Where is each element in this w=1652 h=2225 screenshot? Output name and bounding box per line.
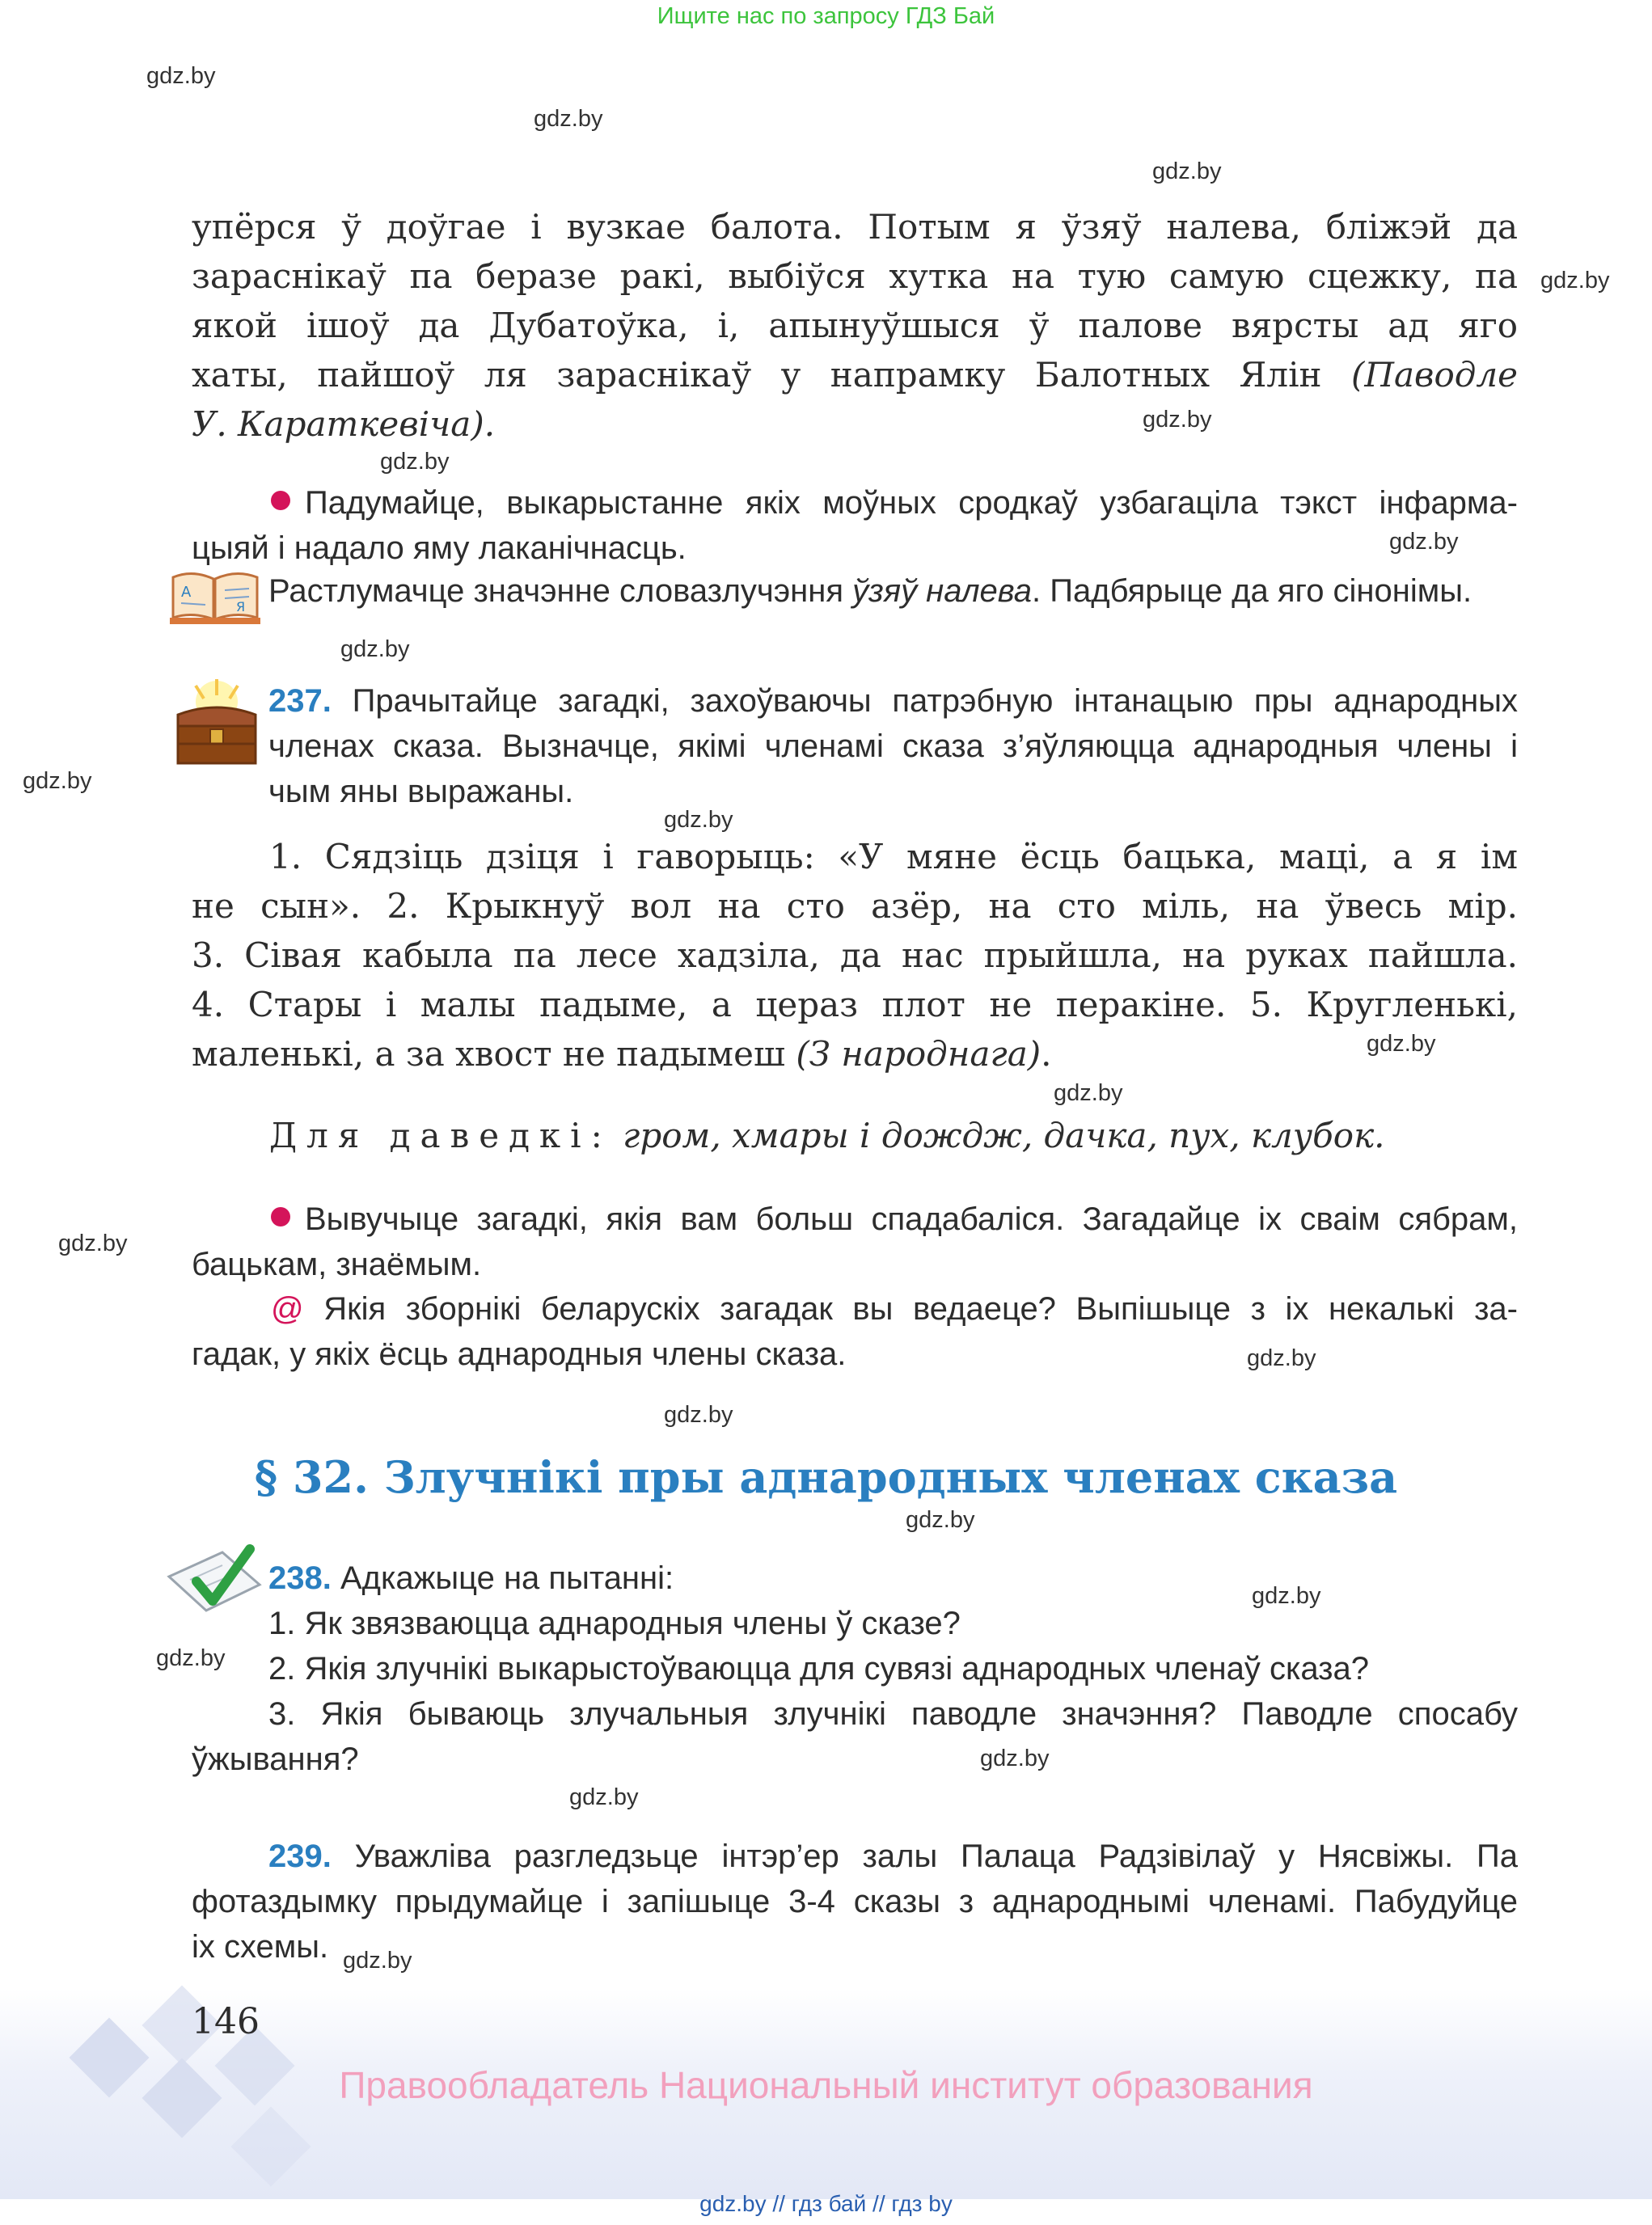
task-internet: @ Якія зборнікі беларускіх загадак вы ведаеце? Выпішыце з іх некалькі за- гадак, у якіх ёсць аднародныя члены сказа. — [192, 1291, 1518, 1372]
text-line: 3. Сівая кабыла па лесе хадзіла, да нас прыйшла, на руках пайшла. — [192, 935, 1518, 975]
task-learn: Вывучыце загадкі, якія вам больш спадабаліся. Загадайце іх сваім сябрам, бацькам, знаёмым. — [192, 1201, 1518, 1282]
watermark: gdz.by — [906, 1507, 975, 1533]
riddles-text — [192, 832, 1518, 1079]
text-line: 1. Сядзіць дзіця і гаворыць: «У мяне ёсць бацька, маці, а я ім — [269, 837, 1518, 876]
watermark: gdz.by — [1389, 529, 1459, 555]
exercise-238-q3: 3. Якія бываюць злучальныя злучнікі паводле значэння? Паводле спосабу ўжывання? — [192, 1691, 1518, 1782]
task-dictionary: Растлумачце значэнне словазлучэння ўзяў налева. Падбярыце да яго сінонімы. — [268, 573, 1472, 609]
watermark: gdz.by — [1367, 1031, 1436, 1057]
top-banner[interactable]: Ищите нас по запросу ГДЗ Бай — [657, 3, 995, 29]
watermark: gdz.by — [664, 807, 733, 833]
watermark: gdz.by — [380, 449, 450, 475]
question: 1. Як звязваюцца аднародныя члены ў сказе? — [268, 1606, 961, 1641]
question: 3. Якія бываюць злучальныя злучнікі паводле значэння? Паводле спосабу — [268, 1696, 1518, 1732]
text-line: маленькі, а за хвост не падымеш (З народнага). — [192, 1034, 1052, 1074]
watermark: gdz.by — [1143, 407, 1212, 433]
watermark: gdz.by — [1252, 1583, 1321, 1609]
watermark: gdz.by — [534, 106, 603, 132]
reference-label: Для даведкі: — [269, 1116, 612, 1155]
bottom-links[interactable]: gdz.by // гдз бай // гдз by — [699, 2191, 953, 2216]
svg-text:A: A — [181, 584, 192, 601]
watermark: gdz.by — [340, 636, 410, 662]
bullet-icon — [271, 491, 290, 510]
watermark: gdz.by — [343, 1948, 412, 1974]
treasure-chest-icon — [171, 679, 262, 770]
watermark: gdz.by — [1540, 268, 1610, 293]
watermark: gdz.by — [146, 63, 216, 89]
copyright-notice: Правообладатель Национальный институт образования — [339, 2064, 1313, 2106]
exercise-number: 238. — [268, 1560, 332, 1596]
watermark: gdz.by — [58, 1231, 128, 1256]
text-line: зараснікаў па беразе ракі, выбіўся хутка на тую самую сцежку, па — [192, 256, 1518, 296]
page-number: 146 — [192, 2001, 260, 2042]
text-line: 4. Стары і малы падыме, а цераз плот не перакіне. 5. Кругленькі, — [192, 985, 1518, 1024]
exercise-239: 239. Уважліва разгледзьце інтэр’ер залы Палаца Радзівілаў у Нясвіжы. Па фотаздымку прыдумайце і запішыце 3-4 сказы з аднароднымі членамі. Пабудуйце іх схемы. — [192, 1839, 1518, 1965]
exercise-238: 238. Адкажыце на пытанні: 1. Як звязваюцца аднародныя члены ў сказе? 2. Якія злучнікі выкарыстоўваюцца для сувязі аднародных членаў сказа? — [268, 1556, 1518, 1691]
question: 2. Якія злучнікі выкарыстоўваюцца для сувязі аднародных членаў сказа? — [268, 1651, 1369, 1687]
checkmark-paper-icon — [166, 1544, 263, 1619]
watermark: gdz.by — [1247, 1345, 1316, 1371]
exercise-number: 237. — [268, 683, 332, 719]
text-line: якой ішоў да Дубатоўка, і, апынуўшыся ў палове вярсты ад яго — [192, 306, 1518, 345]
watermark: gdz.by — [980, 1746, 1050, 1771]
watermark: gdz.by — [664, 1402, 733, 1428]
text-line: упёрся ў доўгае і вузкае балота. Потым я ўзяў налева, бліжэй да — [192, 207, 1518, 247]
text-line — [192, 399, 1518, 449]
svg-text:Я: Я — [236, 599, 246, 614]
text-line: хаты, пайшоў ля зараснікаў у напрамку Балотных Ялін (Паводле — [192, 355, 1518, 395]
source-attribution: (Паводле — [1350, 355, 1518, 395]
at-icon: @ — [271, 1291, 304, 1327]
watermark: gdz.by — [23, 768, 92, 794]
watermark: gdz.by — [156, 1645, 226, 1671]
watermark: gdz.by — [1152, 158, 1222, 184]
reference-answers: гром, хмары і дождж, дачка, пух, клубок. — [623, 1116, 1385, 1155]
text-line: не сын». 2. Крыкнуў вол на сто азёр, на сто міль, на ўвесь мір. — [192, 886, 1518, 926]
source-attribution: (З народнага) — [796, 1034, 1041, 1074]
task-think: Падумайце, выкарыстанне якіх моўных сродкаў узбагаціла тэкст інфарма- цыяй і надало яму лаканічнасць. — [192, 485, 1518, 566]
watermark: gdz.by — [569, 1784, 639, 1810]
exercise-237-instructions: 237. Прачытайце загадкі, захоўваючы патрэбную інтанацыю пры аднародных членах сказа. Вызначце, якімі членамі сказа з’яўляюцца аднародныя члены і чым яны выражаны. — [268, 683, 1518, 809]
bullet-icon — [271, 1207, 290, 1226]
watermark: gdz.by — [1054, 1080, 1123, 1106]
phrase: ўзяў налева — [852, 573, 1033, 609]
source-attribution: У. Караткевіча). — [192, 404, 496, 444]
section-heading: § 32. Злучнікі пры аднародных членах сказа — [254, 1451, 1398, 1503]
reference-block — [269, 1111, 1531, 1160]
dictionary-book-icon — [168, 566, 262, 626]
exercise-number: 239. — [268, 1839, 332, 1874]
story-paragraph — [192, 202, 1518, 449]
